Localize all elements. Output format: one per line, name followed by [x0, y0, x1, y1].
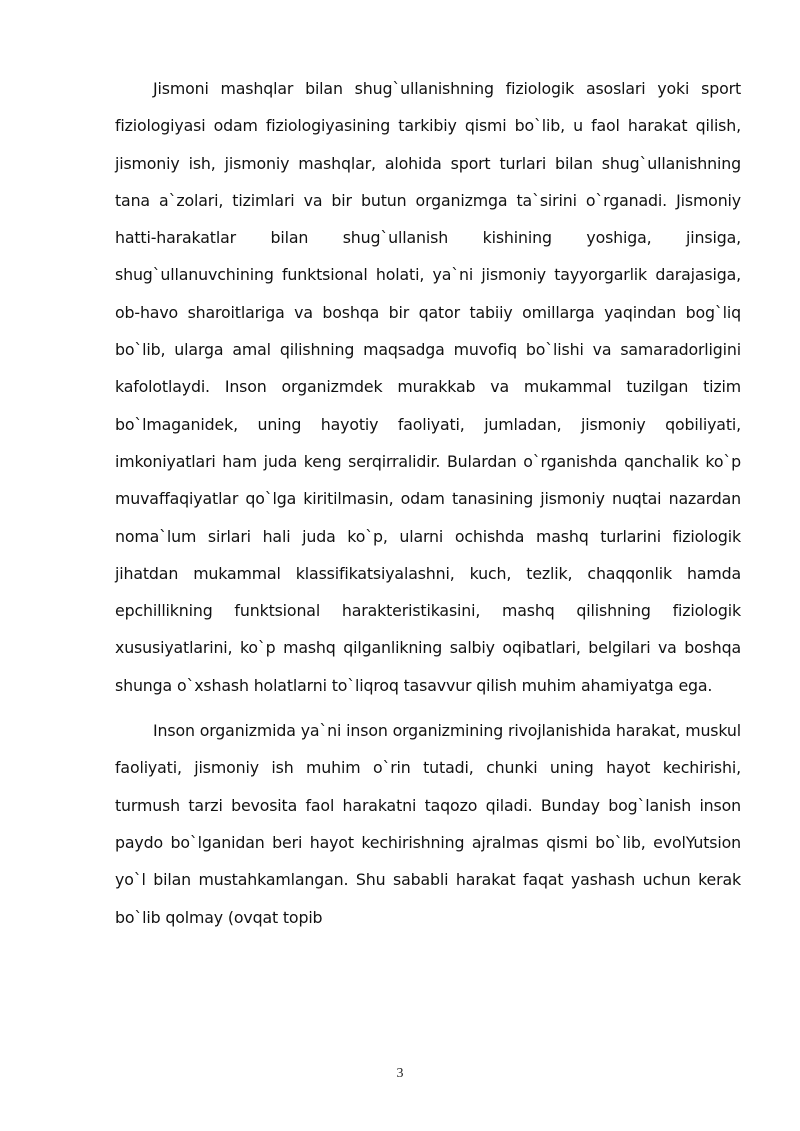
paragraph: Jismoni mashqlar bilan shug`ullanishning fiziologik asoslari yoki sport fiziologiyasi odam fiziologiyasining tarkibiy qismi bo`lib, u faol harakat qilish, jismoniy ish, jismoniy mashqlar, alohida sport turlari bilan shug`ullanishning tana a`zolari, tizimlari va bir butun organizmga ta`sirini o`rganadi. Jismoniy hatti-harakatlar bilan shug`ullanish kishining yoshiga, jinsiga, shug`ullanuvchining funktsional holati, ya`ni jismoniy tayyorgarlik darajasiga, ob-havo sharoitlariga va boshqa bir qator tabiiy omillarga yaqindan bog`liq bo`lib, ularga amal qilishning maqsadga muvofiq bo`lishi va samaradorligini kafolotlaydi. Inson organizmdek murakkab va mukammal tuzilgan tizim bo`lmaganidek, uning hayotiy faoliyati, jumladan, jismoniy qobiliyati, imkoniyatlari ham juda keng serqirralidir. Bulardan o`rganishda qanchalik ko`p muvaffaqiyatlar qo`lga kiritilmasin, odam tanasining jismoniy nuqtai nazardan noma`lum sirlari hali juda ko`p, ularni ochishda mashq turlarini fiziologik jihatdan mukammal klassifikatsiyalashni, kuch, tezlik, chaqqonlik hamda epchillikning funktsional harakteristikasini, mashq qilishning fiziologik xususiyatlarini, ko`p mashq qilganlikning salbiy oqibatlari, belgilari va boshqa shunga o`xshash holatlarni to`liqroq tasavvur qilish muhim ahamiyatga ega. — [115, 79, 741, 695]
paragraph: Inson organizmida ya`ni inson organizmining rivojlanishida harakat, muskul faoliyati, jismoniy ish muhim o`rin tutadi, chunki uning hayot kechirishi, turmush tarzi bevosita faol harakatni taqozo qiladi. Bunday bog`lanish inson paydo bo`lganidan beri hayot kechirishning ajralmas qismi bo`lib, evolYutsion yo`l bilan mustahkamlangan. Shu sababli harakat faqat yashash uchun kerak bo`lib qolmay (ovqat topib — [115, 721, 741, 927]
page-number: 3 — [396, 1066, 404, 1081]
body-text — [115, 70, 741, 936]
